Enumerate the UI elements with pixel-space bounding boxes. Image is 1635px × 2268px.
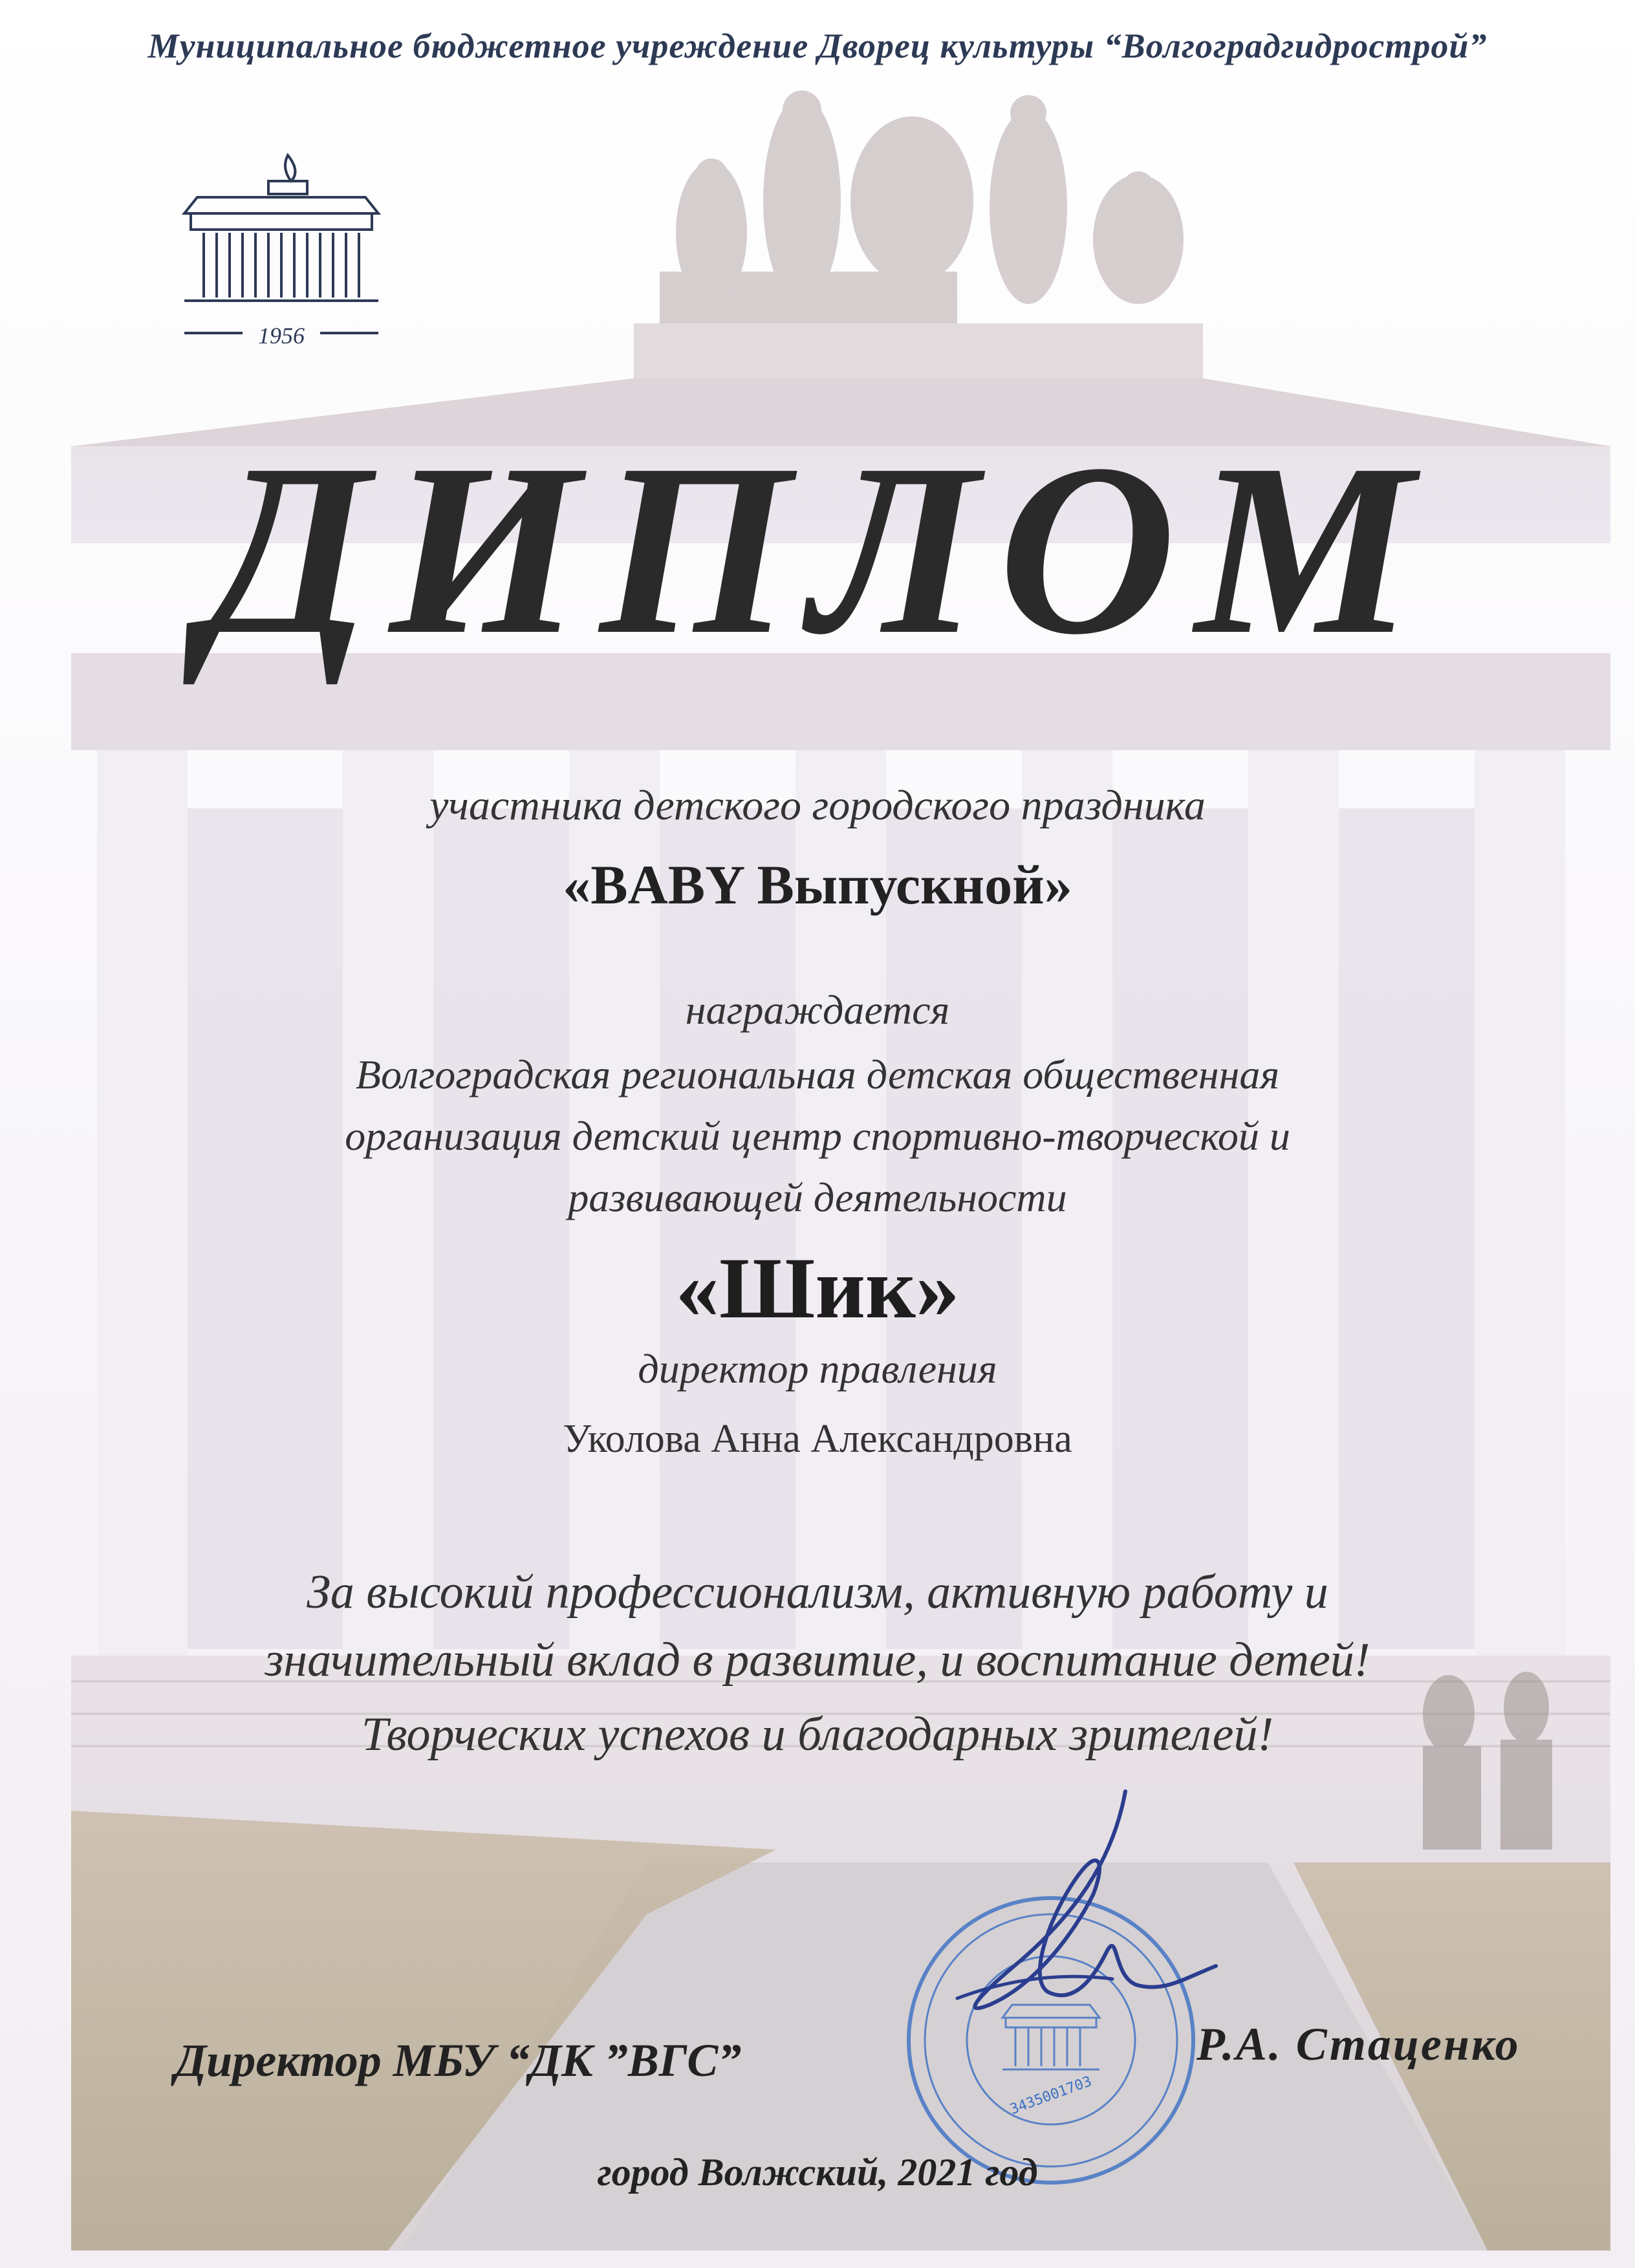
city-year: город Волжский, 2021 год (597, 2151, 1038, 2194)
stamp-inn: 3435001703 (1008, 2073, 1094, 2118)
organization-line-2: организация детский центр спортивно-творческой и (345, 1113, 1290, 1159)
signatory-name: Р.А. Стаценко (1196, 2018, 1521, 2070)
institution-header: Муниципальное бюджетное учреждение Дворец культуры “Волгоградгидрострой” (147, 27, 1488, 65)
logo-year: 1956 (258, 323, 305, 349)
reason-line-2: значительный вклад в развитие, и воспитание детей! (265, 1634, 1370, 1687)
reason-line-1: За высокий профессионализм, активную работу и (307, 1566, 1328, 1619)
wish-line: Творческих успехов и благодарных зрителей! (361, 1708, 1274, 1761)
palace-of-culture-logo-icon (171, 136, 391, 356)
awarded-line: награждается (685, 987, 950, 1033)
organization-name: «Шик» (675, 1240, 960, 1337)
person-name: Уколова Анна Александровна (563, 1417, 1072, 1461)
participant-line: участника детского городского праздника (429, 782, 1206, 829)
person-position: директор правления (638, 1346, 997, 1392)
event-name: «BABY Выпускной» (563, 854, 1072, 916)
handwritten-signature-icon (880, 1785, 1242, 2057)
diploma-title: ДИПЛОМ (202, 413, 1433, 686)
organization-line-3: развивающей деятельности (568, 1174, 1067, 1220)
organization-line-1: Волгоградская региональная детская общественная (355, 1052, 1280, 1097)
signatory-title: Директор МБУ “ДК ”ВГС” (175, 2035, 742, 2086)
